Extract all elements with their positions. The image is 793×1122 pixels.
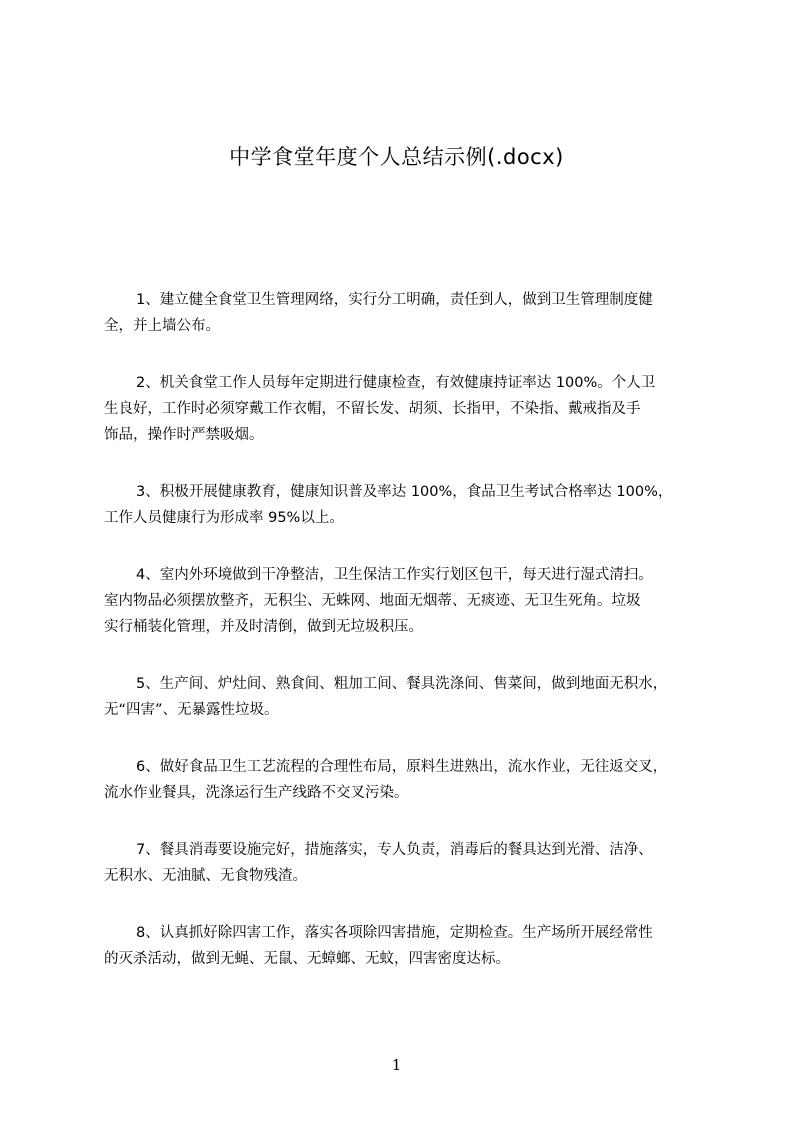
paragraph-line: 6、做好食品卫生工艺流程的合理性布局，原料生进熟出，流水作业，无往返交叉， xyxy=(136,759,668,775)
paragraph-line: 8、认真抓好除四害工作，落实各项除四害措施，定期检查。生产场所开展经常性 xyxy=(136,925,653,941)
paragraph-line: 生良好，工作时必须穿戴工作衣帽，不留长发、胡须、长指甲，不染指、戴戒指及手 xyxy=(104,401,641,417)
paragraph-line: 的灭杀活动，做到无蝇、无鼠、无蟑螂、无蚊，四害密度达标。 xyxy=(104,951,510,967)
paragraph-line: 工作人员健康行为形成率 95%以上。 xyxy=(104,510,344,526)
paragraph-line: 7、餐具消毒要设施完好，措施落实，专人负责，消毒后的餐具达到光滑、洁净、 xyxy=(136,842,653,858)
paragraph-2 xyxy=(104,370,724,448)
paragraph-line: 流水作业餐具，洗涤运行生产线路不交叉污染。 xyxy=(104,785,409,801)
paragraph-1 xyxy=(104,287,724,339)
document-title: 中学食堂年度个人总结示例(.docx) xyxy=(229,145,564,169)
paragraph-line: 5、生产间、炉灶间、熟食间、粗加工间、餐具洗涤间、售菜间，做到地面无积水， xyxy=(136,676,668,692)
paragraph-line: 2、机关食堂工作人员每年定期进行健康检查，有效健康持证率达 100%。个人卫 xyxy=(136,375,656,391)
paragraph-3 xyxy=(104,479,724,531)
page-number: 1 xyxy=(391,1056,402,1074)
paragraph-line: 4、室内外环境做到干净整洁，卫生保洁工作实行划区包干，每天进行湿式清扫。 xyxy=(136,567,653,583)
paragraph-4 xyxy=(104,562,724,640)
paragraph-line: 全，并上墙公布。 xyxy=(104,318,220,334)
paragraph-line: 无积水、无油腻、无食物残渣。 xyxy=(104,868,307,884)
paragraph-line: 饰品，操作时严禁吸烟。 xyxy=(104,427,264,443)
paragraph-line: 实行桶装化管理，并及时清倒，做到无垃圾积压。 xyxy=(104,619,423,635)
paragraph-line: 3、积极开展健康教育，健康知识普及率达 100%，食品卫生考试合格率达 100%， xyxy=(136,484,673,500)
paragraph-8 xyxy=(104,920,724,972)
document-body xyxy=(104,287,724,1003)
paragraph-5 xyxy=(104,671,724,723)
paragraph-line: 无“四害”、无暴露性垃圾。 xyxy=(104,702,279,718)
paragraph-line: 1、建立健全食堂卫生管理网络，实行分工明确，责任到人，做到卫生管理制度健 xyxy=(136,292,653,308)
paragraph-6 xyxy=(104,754,724,806)
paragraph-7 xyxy=(104,837,724,889)
paragraph-line: 室内物品必须摆放整齐，无积尘、无蛛网、地面无烟蒂、无痰迹、无卫生死角。垃圾 xyxy=(104,593,641,609)
